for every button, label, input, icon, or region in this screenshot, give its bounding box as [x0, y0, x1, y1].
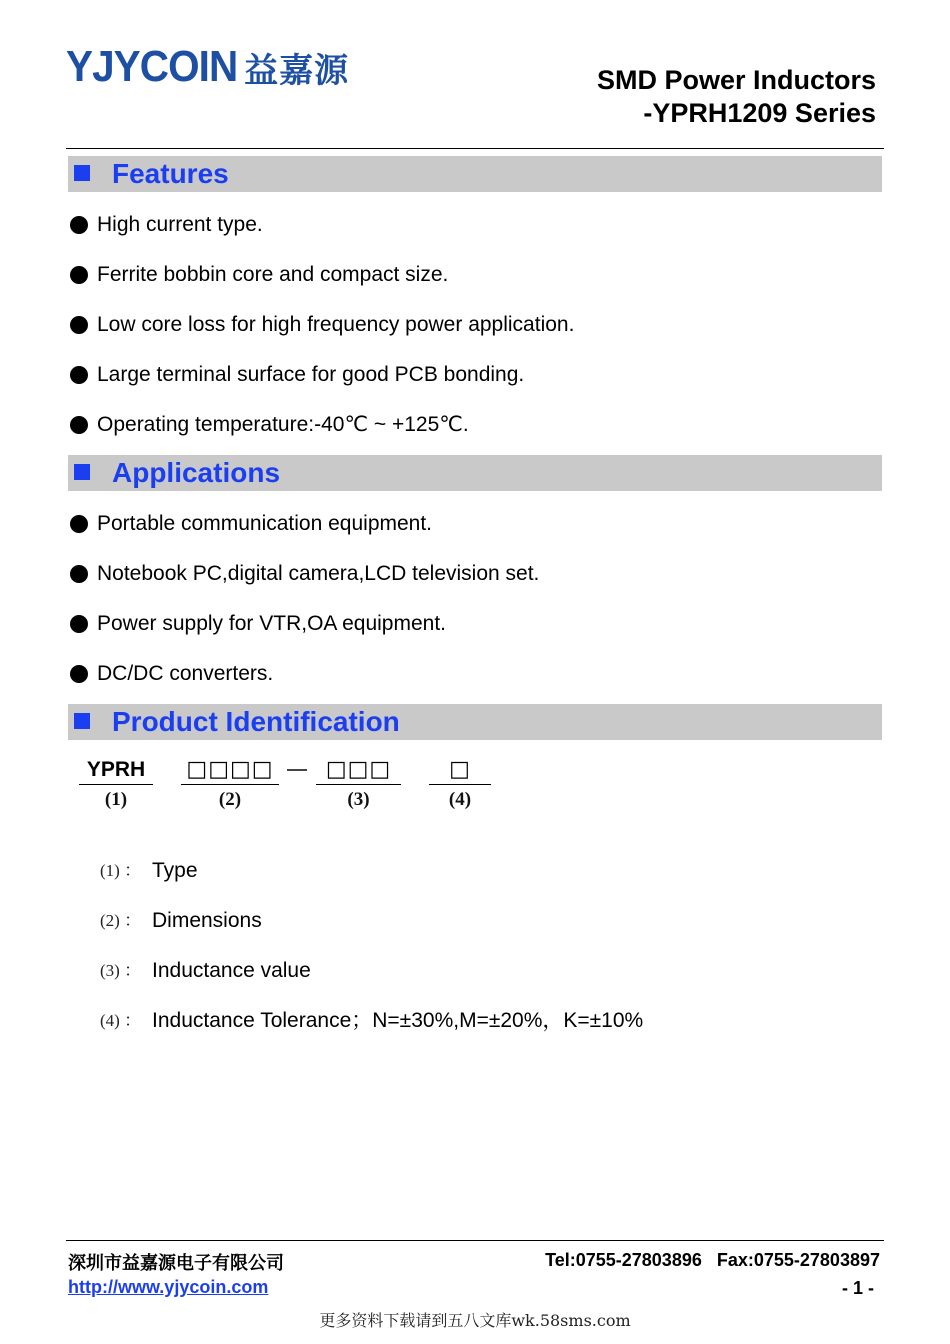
- application-text: Notebook PC,digital camera,LCD television set.: [97, 562, 540, 585]
- legend-index: (1) ：: [100, 861, 142, 880]
- bullet-dot-icon: [70, 416, 88, 434]
- part-code: YPRH: [86, 758, 146, 781]
- applications-section-bar: [68, 455, 882, 491]
- legend-index: (3) ：: [100, 961, 142, 980]
- legend-index: (4) ：: [100, 1011, 142, 1030]
- part-underline: [181, 784, 279, 785]
- part-legend: [100, 858, 643, 1058]
- part-code: □: [449, 757, 471, 782]
- legend-item: [100, 1008, 643, 1058]
- features-list: [70, 213, 574, 463]
- product-identification-section-bar: [68, 704, 882, 740]
- square-bullet-icon: [74, 165, 90, 181]
- company-logo: [66, 44, 349, 90]
- application-text: DC/DC converters.: [97, 662, 274, 685]
- feature-text: High current type.: [97, 213, 263, 236]
- application-text: Power supply for VTR,OA equipment.: [97, 612, 446, 635]
- applications-list: [70, 512, 539, 712]
- list-item: [70, 612, 539, 662]
- title-line-1: SMD Power Inductors: [596, 65, 876, 95]
- legend-text: Dimensions: [152, 909, 262, 932]
- feature-text: Large terminal surface for good PCB bonding.: [97, 363, 525, 386]
- bullet-dot-icon: [70, 615, 88, 633]
- part-underline: [316, 784, 401, 785]
- square-bullet-icon: [74, 713, 90, 729]
- download-watermark: 更多资料下载请到五八文库wk.58sms.com: [319, 1311, 631, 1330]
- applications-heading: Applications: [112, 457, 281, 488]
- list-item: [70, 363, 574, 413]
- legend-item: [100, 958, 643, 1008]
- square-bullet-icon: [74, 464, 90, 480]
- part-code: □□□□: [186, 757, 274, 782]
- features-heading: Features: [112, 158, 229, 189]
- part-dimensions: [181, 757, 279, 811]
- page-number: - 1 -: [841, 1278, 874, 1298]
- legend-item: [100, 908, 643, 958]
- list-item: [70, 213, 574, 263]
- feature-text: Low core loss for high frequency power application.: [97, 313, 575, 336]
- footer-divider: [66, 1240, 884, 1241]
- product-identification-heading: Product Identification: [112, 706, 400, 737]
- list-item: [70, 512, 539, 562]
- part-number-diagram: [0, 757, 950, 817]
- bullet-dot-icon: [70, 366, 88, 384]
- legend-item: [100, 858, 643, 908]
- part-inductance: [316, 757, 401, 811]
- features-section-bar: [68, 156, 882, 192]
- part-number-label: (4): [448, 789, 472, 810]
- footer-company-name: 深圳市益嘉源电子有限公司: [68, 1253, 284, 1274]
- logo-chinese-text: 益嘉源: [244, 50, 350, 91]
- bullet-dot-icon: [70, 665, 88, 683]
- bullet-dot-icon: [70, 515, 88, 533]
- bullet-dot-icon: [70, 266, 88, 284]
- list-item: [70, 313, 574, 363]
- bullet-dot-icon: [70, 216, 88, 234]
- header-divider: [66, 148, 884, 149]
- bullet-dot-icon: [70, 565, 88, 583]
- feature-text: Ferrite bobbin core and compact size.: [97, 263, 449, 286]
- list-item: [70, 263, 574, 313]
- part-underline: [429, 784, 491, 785]
- part-number-label: (3): [347, 789, 370, 810]
- title-line-2: -YPRH1209 Series: [643, 98, 876, 128]
- part-underline: [79, 784, 153, 785]
- legend-text: Type: [152, 859, 198, 882]
- part-number-label: (1): [104, 789, 128, 810]
- legend-text: Inductance value: [152, 959, 311, 982]
- part-separator-dash: [287, 769, 307, 771]
- legend-text: Inductance Tolerance；N=±30%,M=±20%，K=±10%: [152, 1009, 644, 1032]
- legend-index: (2) ：: [100, 911, 142, 930]
- part-number-label: (2): [218, 789, 242, 810]
- part-type: [79, 757, 153, 811]
- document-title: [597, 64, 876, 130]
- feature-text: Operating temperature:-40℃ ~ +125℃.: [97, 413, 469, 436]
- list-item: [70, 562, 539, 612]
- footer-contact: Tel:0755-27803896 Fax:0755-27803897: [545, 1250, 880, 1270]
- company-website-link[interactable]: http://www.yjycoin.com: [68, 1277, 269, 1297]
- logo-latin-text: YJYCOIN: [66, 42, 238, 91]
- part-code: □□□: [325, 757, 392, 782]
- application-text: Portable communication equipment.: [97, 512, 433, 535]
- bullet-dot-icon: [70, 316, 88, 334]
- part-tolerance: [429, 757, 491, 811]
